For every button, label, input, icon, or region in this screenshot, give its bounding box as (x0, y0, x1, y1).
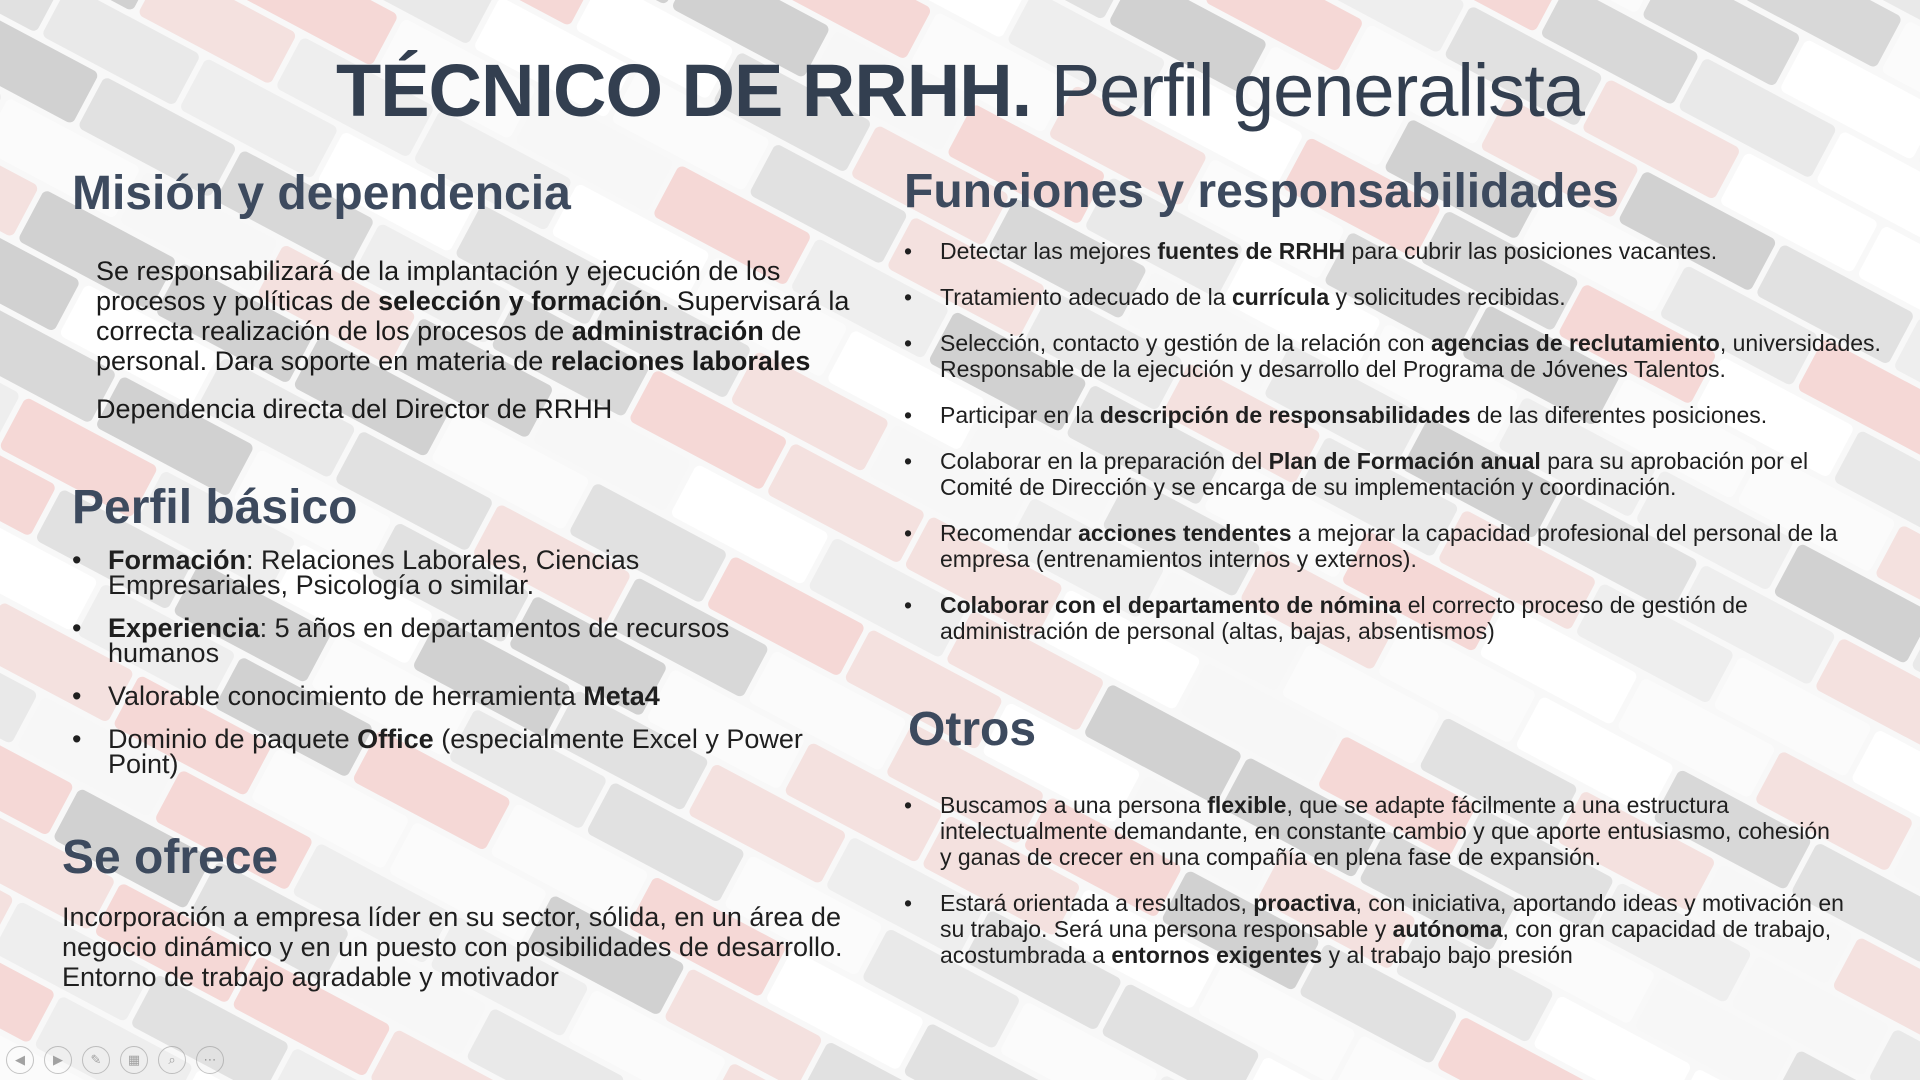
text-run: y solicitudes recibidas. (1329, 284, 1566, 310)
text-run: Valorable conocimiento de herramienta (108, 681, 584, 711)
mision-heading: Misión y dependencia (72, 167, 571, 220)
text-run: para cubrir las posiciones vacantes. (1345, 238, 1718, 264)
list-item (904, 402, 1884, 428)
list-item (72, 681, 812, 711)
list-item (72, 613, 812, 668)
list-item (904, 792, 1844, 870)
bold-run: flexible (1207, 792, 1287, 818)
next-icon[interactable]: ▶ (44, 1046, 72, 1074)
text-run: : Relaciones Laborales, Ciencias Empresariales, Psicología o similar. (108, 545, 640, 600)
list-item (904, 238, 1884, 264)
text-run: Tratamiento adecuado de la (940, 284, 1232, 310)
text-run: , universidades. Responsable de la ejecución y desarrollo del Programa de Jóvenes Talentos. (940, 330, 1881, 382)
text-run: Se responsabilizará de la implantación y ejecución de los procesos y políticas de (96, 256, 781, 316)
text-run: a mejorar la capacidad profesional del personal de la empresa (entrenamientos internos y externos). (940, 520, 1838, 572)
pen-icon[interactable]: ✎ (82, 1046, 110, 1074)
otros-list (904, 792, 1844, 988)
bold-run: relaciones laborales (550, 346, 811, 376)
text-run: Colaborar en la preparación del (940, 448, 1269, 474)
bold-run: Experiencia (108, 613, 260, 643)
otros-heading: Otros (908, 703, 1037, 756)
text-run: : 5 años en departamentos de recursos humanos (108, 613, 730, 668)
ofrece-heading: Se ofrece (62, 831, 279, 884)
text-run: (especialmente Excel y Power Point) (108, 724, 803, 779)
text-run: y al trabajo bajo presión (1322, 942, 1573, 968)
text-run: para su aprobación por el Comité de Dirección y se encarga de su implementación y coordinación. (940, 448, 1809, 500)
slide-title (0, 48, 1920, 133)
bold-run: fuentes de RRHH (1157, 238, 1346, 264)
list-item (904, 448, 1884, 500)
dependencia-paragraph: Dependencia directa del Director de RRHH (96, 394, 613, 424)
list-item (904, 330, 1884, 382)
text-run: Detectar las mejores (940, 238, 1158, 264)
previous-icon[interactable]: ◀ (6, 1046, 34, 1074)
mision-body (96, 256, 876, 442)
bold-run: administración (571, 316, 764, 346)
text-run: de personal. Dara soporte en materia de (96, 316, 802, 376)
list-item (904, 592, 1884, 644)
text-run: Recomendar (940, 520, 1079, 546)
bold-run: agencias de reclutamiento (1430, 330, 1720, 356)
list-item (904, 284, 1884, 310)
text-run: Buscamos a una persona (940, 792, 1208, 818)
bold-run: Colaborar con el departamento de nómina (940, 592, 1402, 618)
perfil-heading: Perfil básico (72, 481, 358, 534)
more-options-icon[interactable]: ⋯ (196, 1046, 224, 1074)
bold-run: currícula (1231, 284, 1330, 310)
text-run: Participar en la (940, 402, 1100, 428)
bold-run: entornos exigentes (1111, 942, 1323, 968)
bold-run: selección y formación (378, 286, 662, 316)
title-bold: TÉCNICO DE RRHH. (336, 49, 1032, 132)
text-run: Dominio de paquete (108, 724, 358, 754)
list-item (72, 545, 812, 600)
bold-run: Plan de Formación anual (1268, 448, 1541, 474)
text-run: , que se adapte fácilmente a una estructura intelectualmente demandante, en constante cambio y que aporte entusiasmo, cohesión y ganas de crecer en una compañía en plena fase de expansión. (940, 792, 1830, 870)
ofrece-body: Incorporación a empresa líder en su sector, sólida, en un área de negocio dinámico y en un puesto con posibilidades de desarrollo. Entorno de trabajo agradable y motivador (62, 902, 843, 992)
zoom-icon[interactable]: ⌕ (158, 1046, 186, 1074)
funciones-list (904, 238, 1884, 664)
text-run: , con iniciativa, aportando ideas y motivación en su trabajo. Será una persona responsable y (940, 890, 1844, 942)
mision-paragraph (96, 256, 876, 376)
title-light: Perfil generalista (1050, 49, 1584, 132)
text-run: , con gran capacidad de trabajo, acostumbrada a (940, 916, 1832, 968)
bold-run: autónoma (1392, 916, 1503, 942)
funciones-heading: Funciones y responsabilidades (904, 165, 1619, 218)
presentation-toolbar (6, 1046, 224, 1074)
bold-run: acciones tendentes (1078, 520, 1292, 546)
bold-run: Office (357, 724, 434, 754)
list-item (904, 890, 1844, 968)
text-run: . Supervisará la correcta realización de los procesos de (96, 286, 850, 346)
text-run: Estará orientada a resultados, (940, 890, 1254, 916)
text-run: Selección, contacto y gestión de la relación con (940, 330, 1431, 356)
slides-grid-icon[interactable]: ▦ (120, 1046, 148, 1074)
bold-run: Meta4 (583, 681, 660, 711)
bold-run: proactiva (1253, 890, 1356, 916)
bold-run: descripción de responsabilidades (1099, 402, 1471, 428)
text-run: el correcto proceso de gestión de administración de personal (altas, bajas, absentismos) (940, 592, 1748, 644)
list-item (72, 724, 812, 779)
text-run: de las diferentes posiciones. (1470, 402, 1768, 428)
bold-run: Formación (108, 545, 247, 575)
list-item (904, 520, 1884, 572)
perfil-list (72, 545, 812, 795)
